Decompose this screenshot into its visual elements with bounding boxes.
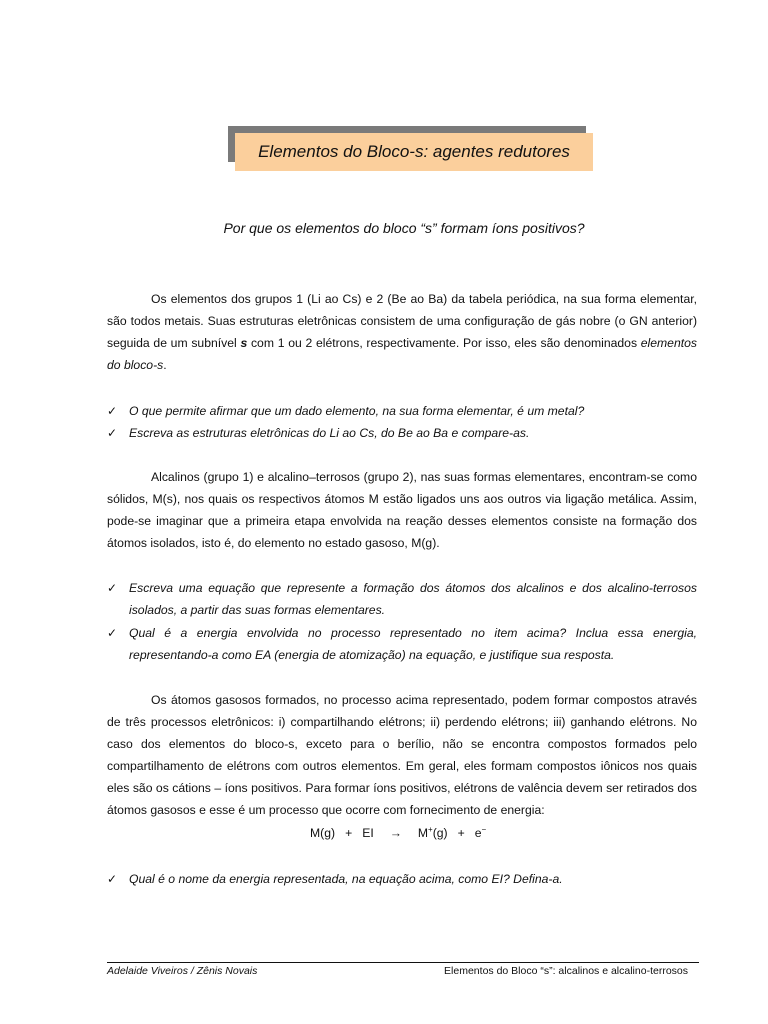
- check-item-text: Qual é a energia envolvida no processo representado no item acima? Inclua essa energia, representando-a como EA (energia de atomização) na equação, e justifique sua resposta.: [129, 626, 697, 662]
- equation-plus: +: [457, 826, 465, 841]
- equation-product: [418, 825, 448, 840]
- check-item: [107, 422, 697, 444]
- check-icon: ✓: [107, 872, 118, 886]
- section-question: Por que os elementos do bloco “s” formam íons positivos?: [223, 220, 585, 236]
- check-icon: ✓: [107, 426, 118, 440]
- equation-energy: EI: [362, 826, 374, 841]
- footer-authors: Adelaide Viveiros / Zênis Novais: [107, 965, 258, 977]
- paragraph-1-text-b: com 1 ou 2 elétrons, respectivamente. Por isso, eles são denominados: [247, 336, 641, 350]
- page-title: Elementos do Bloco-s: agentes redutores: [258, 142, 570, 161]
- check-icon: ✓: [107, 581, 118, 595]
- paragraph-1-italic: elementos do bloco-s: [107, 336, 697, 372]
- check-item-text: Escreva as estruturas eletrônicas do Li ao Cs, do Be ao Ba e compare-as.: [129, 426, 530, 440]
- paragraph-3-text: Os átomos gasosos formados, no processo acima representado, podem formar compostos através de três processos eletrônicos: i) compartilhando elétrons; ii) perdendo elétrons; iii) ganhando elétrons. No caso dos elementos do bloco-s, exceto para o berílio, não se encontra compostos formados pelo compartilhamento de elétrons com outros elementos. Em geral, eles formam compostos iônicos nos quais eles são os cátions – íons positivos. Para formar íons positivos, elétrons de valência devem ser retirados dos átomos gasosos e esse é um processo que ocorre com fornecimento de energia:: [107, 693, 697, 817]
- paragraph-1-text-c: .: [163, 358, 167, 372]
- equation-reactant: M(g): [310, 826, 336, 841]
- footer-chapter-title: Elementos do Bloco “s”: alcalinos e alcalino-terrosos: [444, 965, 688, 977]
- paragraph-1: [107, 288, 697, 376]
- paragraph-1-text-a: Os elementos dos grupos 1 (Li ao Cs) e 2 (Be ao Ba) da tabela periódica, na sua forma elementar, são todos metais. Suas estruturas eletrônicas consistem de uma configuração de gás nobre (o GN anterior) seguida de um subnível: [107, 292, 697, 350]
- equation-electron: [475, 825, 486, 840]
- check-item-text: Qual é o nome da energia representada, na equação acima, como EI? Defina-a.: [129, 872, 563, 886]
- equation-product-charge: +: [428, 825, 433, 834]
- title-box: [235, 133, 593, 171]
- check-icon: ✓: [107, 404, 118, 418]
- equation-product-state: (g): [432, 826, 448, 841]
- paragraph-2: [107, 466, 697, 554]
- paragraph-3: [107, 689, 697, 821]
- equation-arrow: →: [389, 826, 402, 841]
- check-item-text: Escreva uma equação que represente a formação dos átomos dos alcalinos e dos alcalino-terrosos isolados, a partir das suas formas elementares.: [129, 581, 697, 617]
- check-icon: ✓: [107, 626, 118, 640]
- paragraph-2-text: Alcalinos (grupo 1) e alcalino–terrosos (grupo 2), nas suas formas elementares, encontram-se como sólidos, M(s), nos quais os respectivos átomos M estão ligados uns aos outros via ligação metálica. Assim, pode-se imaginar que a primeira etapa envolvida na reação desses elementos consiste na formação dos átomos isolados, isto é, do elemento no estado gasoso, M(g).: [107, 470, 697, 550]
- paragraph-1-bold: s: [240, 336, 248, 350]
- ionization-equation: [310, 825, 486, 840]
- equation-product-symbol: M: [417, 826, 429, 841]
- check-item-text: O que permite afirmar que um dado elemento, na sua forma elementar, é um metal?: [129, 404, 585, 418]
- check-item: [107, 577, 697, 621]
- check-item: [107, 622, 697, 666]
- footer-divider: [107, 962, 699, 963]
- check-item: [107, 868, 697, 890]
- equation-electron-symbol: e: [474, 826, 482, 841]
- equation-electron-charge: −: [481, 825, 487, 834]
- check-item: [107, 400, 697, 422]
- equation-plus: +: [345, 826, 353, 841]
